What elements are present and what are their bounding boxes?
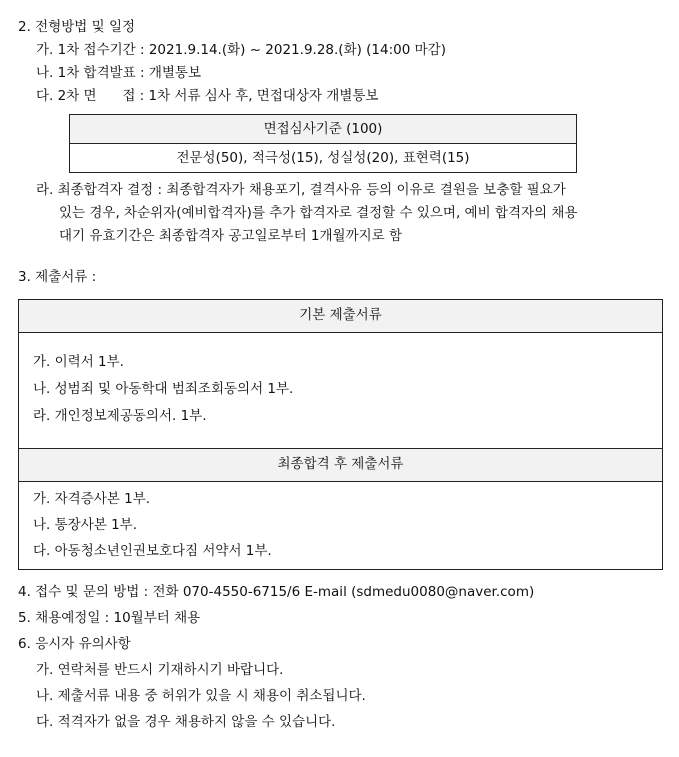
notice-item: 다. 적격자가 없을 경우 채용하지 않을 수 있습니다. (36, 714, 336, 730)
documents-table (18, 299, 663, 570)
final-documents-header-text: 최종합격 후 제출서류 (277, 456, 404, 472)
schedule-item-first-result: 나. 1차 합격발표 : 개별통보 (36, 65, 202, 81)
section-4-contact: 4. 접수 및 문의 방법 : 전화 070-4550-6715/6 E-mail (sdmedu0080@naver.com) (18, 584, 535, 600)
criteria-header-text: 면접심사기준 (100) (263, 121, 383, 137)
final-document-item: 나. 통장사본 1부. (33, 517, 137, 533)
section-2-title: 2. 전형방법 및 일정 (18, 19, 136, 35)
notice-item: 나. 제출서류 내용 중 허위가 있을 시 채용이 취소됩니다. (36, 688, 366, 704)
final-decision-line-1: 라. 최종합격자 결정 : 최종합격자가 채용포기, 결격사유 등의 이유로 결원을 보충할 필요가 (36, 182, 566, 198)
basic-document-item: 나. 성범죄 및 아동학대 범죄조회동의서 1부. (33, 381, 294, 397)
final-document-item: 가. 자격증사본 1부. (33, 491, 151, 507)
criteria-body-text: 전문성(50), 적극성(15), 성실성(20), 표현력(15) (176, 150, 470, 166)
criteria-header-cell (69, 114, 577, 144)
basic-document-item: 가. 이력서 1부. (33, 354, 124, 370)
final-document-item: 다. 아동청소년인권보호다짐 서약서 1부. (33, 543, 272, 559)
final-decision-line-2: 있는 경우, 차순위자(예비합격자)를 추가 합격자로 결정할 수 있으며, 예비 합격자의 채용 (59, 205, 578, 221)
section-5-start-date: 5. 채용예정일 : 10월부터 채용 (18, 610, 201, 626)
basic-documents-header-text: 기본 제출서류 (299, 307, 382, 323)
basic-documents-header (19, 300, 662, 333)
section-6-title: 6. 응시자 유의사항 (18, 636, 131, 652)
basic-document-item: 라. 개인정보제공동의서. 1부. (33, 408, 207, 424)
final-decision-line-3: 대기 유효기간은 최종합격자 공고일로부터 1개월까지로 함 (59, 228, 403, 244)
notice-item: 가. 연락처를 반드시 기재하시기 바랍니다. (36, 662, 284, 678)
section-3-title: 3. 제출서류 : (18, 269, 97, 285)
schedule-item-application-period: 가. 1차 접수기간 : 2021.9.14.(화) ~ 2021.9.28.(화) (14:00 마감) (36, 42, 446, 58)
schedule-item-interview: 다. 2차 면 접 : 1차 서류 심사 후, 면접대상자 개별통보 (36, 88, 379, 104)
criteria-body-cell (69, 143, 577, 173)
final-documents-header (19, 448, 662, 482)
